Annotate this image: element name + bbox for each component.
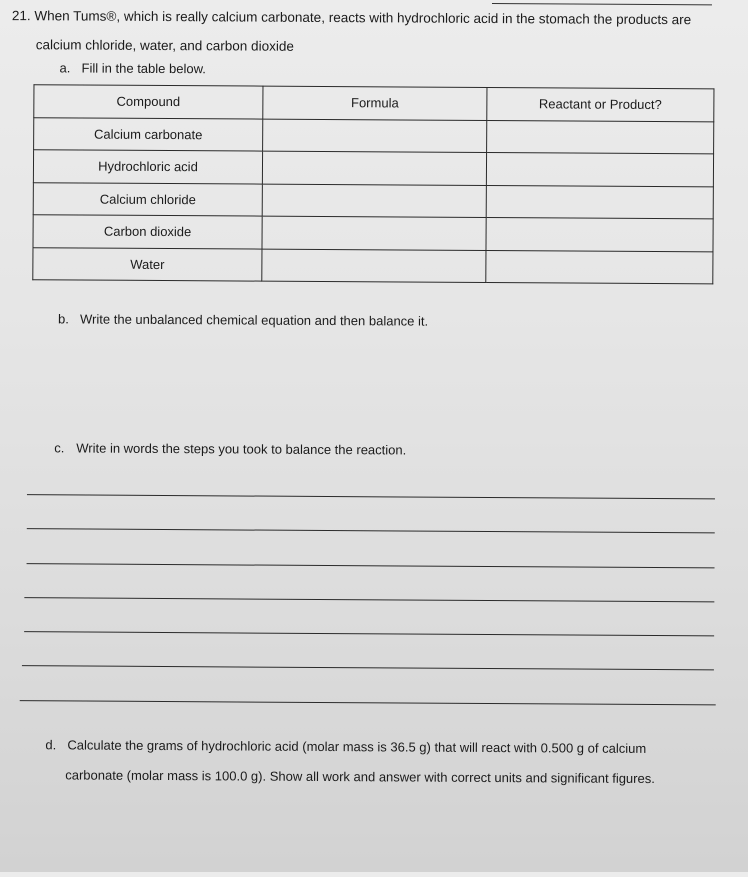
part-d-instruction bbox=[45, 737, 646, 756]
question-text-line-2: calcium chloride, water, and carbon dioxide bbox=[35, 37, 294, 54]
part-b-text: Write the unbalanced chemical equation and then balance it. bbox=[80, 311, 429, 329]
compound-cell: Carbon dioxide bbox=[33, 215, 262, 249]
answer-line[interactable] bbox=[22, 665, 714, 670]
reactant-product-cell[interactable] bbox=[486, 250, 713, 284]
table-row bbox=[33, 215, 713, 252]
answer-line[interactable] bbox=[20, 700, 716, 705]
compound-cell: Water bbox=[33, 247, 262, 281]
compound-cell: Calcium carbonate bbox=[34, 117, 263, 151]
header-formula: Formula bbox=[263, 86, 487, 120]
table-header-row bbox=[34, 85, 714, 122]
answer-line[interactable] bbox=[24, 597, 714, 602]
reactant-product-cell[interactable] bbox=[486, 217, 713, 251]
formula-cell[interactable] bbox=[262, 184, 486, 218]
formula-cell[interactable] bbox=[262, 216, 486, 250]
answer-line[interactable] bbox=[27, 528, 715, 533]
header-reactant-or-product: Reactant or Product? bbox=[487, 87, 714, 121]
table-row bbox=[33, 247, 713, 284]
part-c-text: Write in words the steps you took to balance the reaction. bbox=[76, 440, 407, 458]
part-d-letter: d. bbox=[45, 737, 57, 753]
part-d-text-line-2: carbonate (molar mass is 100.0 g). Show all work and answer with correct units and significant figures. bbox=[65, 767, 655, 787]
table-row bbox=[34, 117, 714, 154]
reactant-product-cell[interactable] bbox=[486, 185, 713, 219]
table-row bbox=[33, 150, 713, 187]
compound-cell: Hydrochloric acid bbox=[33, 150, 262, 184]
formula-cell[interactable] bbox=[262, 249, 486, 283]
formula-cell[interactable] bbox=[262, 151, 486, 185]
header-compound: Compound bbox=[34, 85, 263, 119]
part-b-letter: b. bbox=[58, 311, 69, 327]
table-row bbox=[33, 182, 713, 219]
compound-cell: Calcium chloride bbox=[33, 182, 262, 216]
part-d-text-line-1: Calculate the grams of hydrochloric acid (molar mass is 36.5 g) that will react with 0.500 g of calcium bbox=[67, 737, 647, 756]
formula-cell[interactable] bbox=[263, 119, 487, 153]
name-blank-line bbox=[492, 3, 712, 5]
part-c-instruction bbox=[54, 440, 406, 457]
answer-line[interactable] bbox=[27, 494, 715, 499]
part-a-instruction bbox=[60, 60, 206, 76]
reactant-product-cell[interactable] bbox=[486, 152, 713, 186]
part-c-letter: c. bbox=[54, 440, 65, 456]
part-a-text: Fill in the table below. bbox=[81, 60, 206, 77]
part-b-instruction bbox=[58, 311, 428, 328]
part-a-letter: a. bbox=[59, 60, 71, 76]
question-text-line-1: 21. When Tums®, which is really calcium carbonate, reacts with hydrochloric acid in the stomach the products are bbox=[11, 8, 692, 28]
answer-line[interactable] bbox=[24, 631, 714, 636]
answer-line[interactable] bbox=[27, 563, 715, 568]
compound-table bbox=[32, 84, 714, 284]
reactant-product-cell[interactable] bbox=[487, 120, 714, 154]
